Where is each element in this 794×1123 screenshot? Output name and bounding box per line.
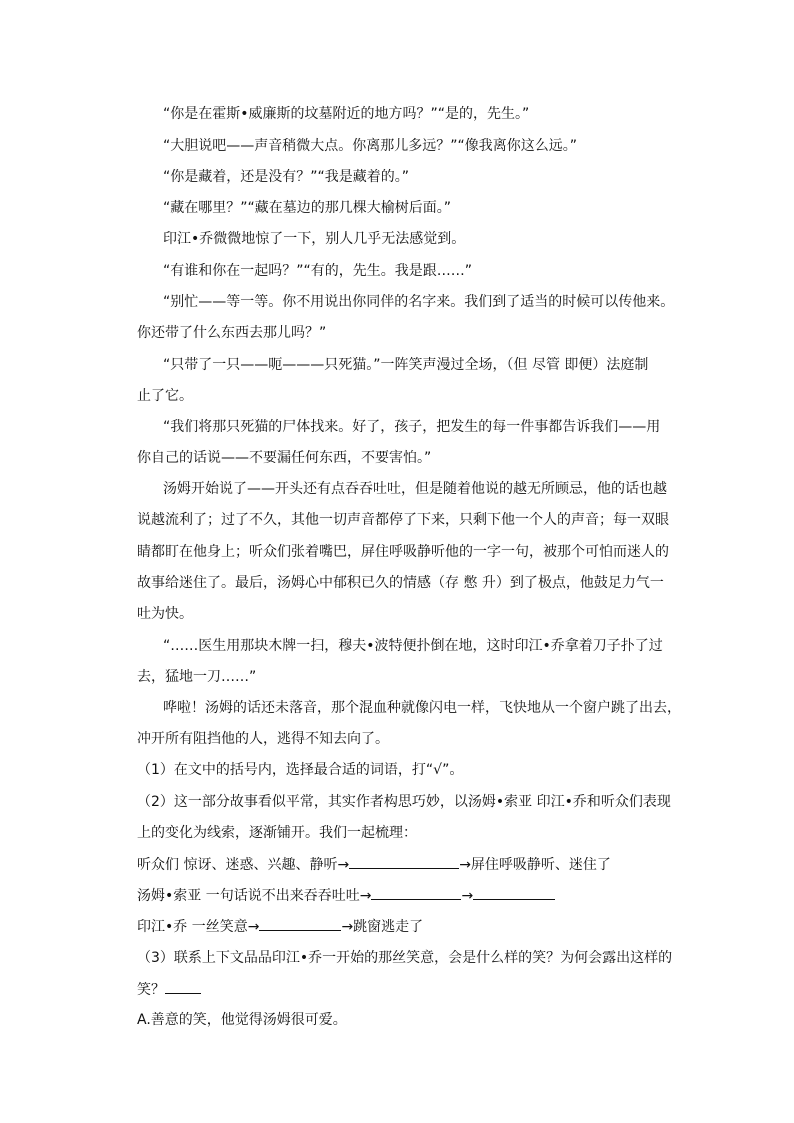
paragraph-line: 你还带了什么东西去那儿吗？” [137, 325, 327, 341]
paragraph-line: 汤姆开始说了——开头还有点吞吞吐吐，但是随着他说的越无所顾忌，他的话也越 [163, 481, 667, 497]
answer-blank[interactable] [165, 979, 201, 994]
question-2: （2）这一部分故事看似平常，其实作者构思巧妙，以汤姆•索亚 印江•乔和听众们表现 [137, 794, 671, 810]
paragraph: 印江•乔微微地惊了一下，别人几乎无法感觉到。 [163, 231, 466, 247]
question-2-cont: 上的变化为线索，逐渐铺开。我们一起梳理： [137, 825, 417, 841]
paragraph-line: 睛都盯在他身上；听众们张着嘴巴，屏住呼吸静听他的一字一句，被那个可怕而迷人的 [137, 544, 669, 560]
question-3-label: 笑？ [137, 982, 165, 998]
answer-blank[interactable] [349, 854, 459, 869]
paragraph-line: 止了它。 [137, 388, 193, 404]
flow-row-label: 印江•乔 一丝笑意→ [137, 919, 260, 935]
answer-blank[interactable] [259, 916, 341, 931]
flow-row-audience [137, 854, 611, 874]
question-3: （3）联系上下文品品印江•乔一开始的那丝笑意，会是什么样的笑？为何会露出这样的 [137, 950, 673, 966]
paragraph: “大胆说吧——声音稍微大点。你离那儿多远？”“像我离你这么远。” [163, 138, 578, 154]
flow-row-label: 汤姆•索亚 一句话说不出来吞吞吐吐→ [137, 888, 372, 904]
answer-blank[interactable] [371, 885, 461, 900]
paragraph: “你是藏着，还是没有？”“我是藏着的。” [163, 169, 410, 185]
paragraph-line: 去，猛地一刀……” [137, 669, 257, 685]
paragraph-line: “只带了一只——呃———只死猫。”一阵笑声漫过全场，（但 尽管 即便）法庭制 [163, 357, 649, 373]
paragraph-line: 故事给迷住了。最后，汤姆心中郁积已久的情感（存 憋 升）到了极点，他鼓足力气一 [137, 575, 664, 591]
flow-arrow: → [461, 888, 474, 904]
paragraph-line: 冲开所有阻挡他的人，逃得不知去向了。 [137, 731, 389, 747]
paragraph-line: “……医生用那块木牌一扫，穆夫•波特便扑倒在地，这时印江•乔拿着刀子扑了过 [163, 638, 663, 654]
paragraph-line: 吐为快。 [137, 606, 193, 622]
paragraph-line: “我们将那只死猫的尸体找来。好了，孩子，把发生的每一件事都告诉我们——用 [163, 419, 661, 435]
paragraph: “你是在霍斯•威廉斯的坟墓附近的地方吗？”“是的，先生。” [163, 106, 530, 122]
paragraph-line: 哗啦！汤姆的话还未落音，那个混血种就像闪电一样，飞快地从一个窗户跳了出去， [163, 700, 681, 716]
answer-blank[interactable] [473, 885, 555, 900]
paragraph: “藏在哪里？”“藏在墓边的那几棵大榆树后面。” [163, 200, 452, 216]
flow-row-label: 听众们 惊讶、迷惑、兴趣、静听→ [137, 857, 350, 873]
flow-row-tom [137, 885, 555, 905]
question-3-cont [137, 979, 201, 999]
question-1: （1）在文中的括号内，选择最合适的词语，打“√”。 [137, 762, 464, 778]
flow-row-label: →屏住呼吸静听、迷住了 [459, 857, 611, 873]
paragraph-line: “别忙——等一等。你不用说出你同伴的名字来。我们到了适当的时候可以传他来。 [163, 294, 675, 310]
option-a[interactable]: A.善意的笑，他觉得汤姆很可爱。 [137, 1012, 347, 1028]
paragraph-line: 你自己的话说——不要漏任何东西，不要害怕。” [137, 450, 432, 466]
paragraph: “有谁和你在一起吗？”“有的，先生。我是跟……” [163, 263, 473, 279]
paragraph-line: 说越流利了；过了不久，其他一切声音都停了下来，只剩下他一个人的声音；每一双眼 [137, 512, 669, 528]
flow-row-label: →跳窗逃走了 [341, 919, 424, 935]
flow-row-injun-joe [137, 916, 423, 936]
